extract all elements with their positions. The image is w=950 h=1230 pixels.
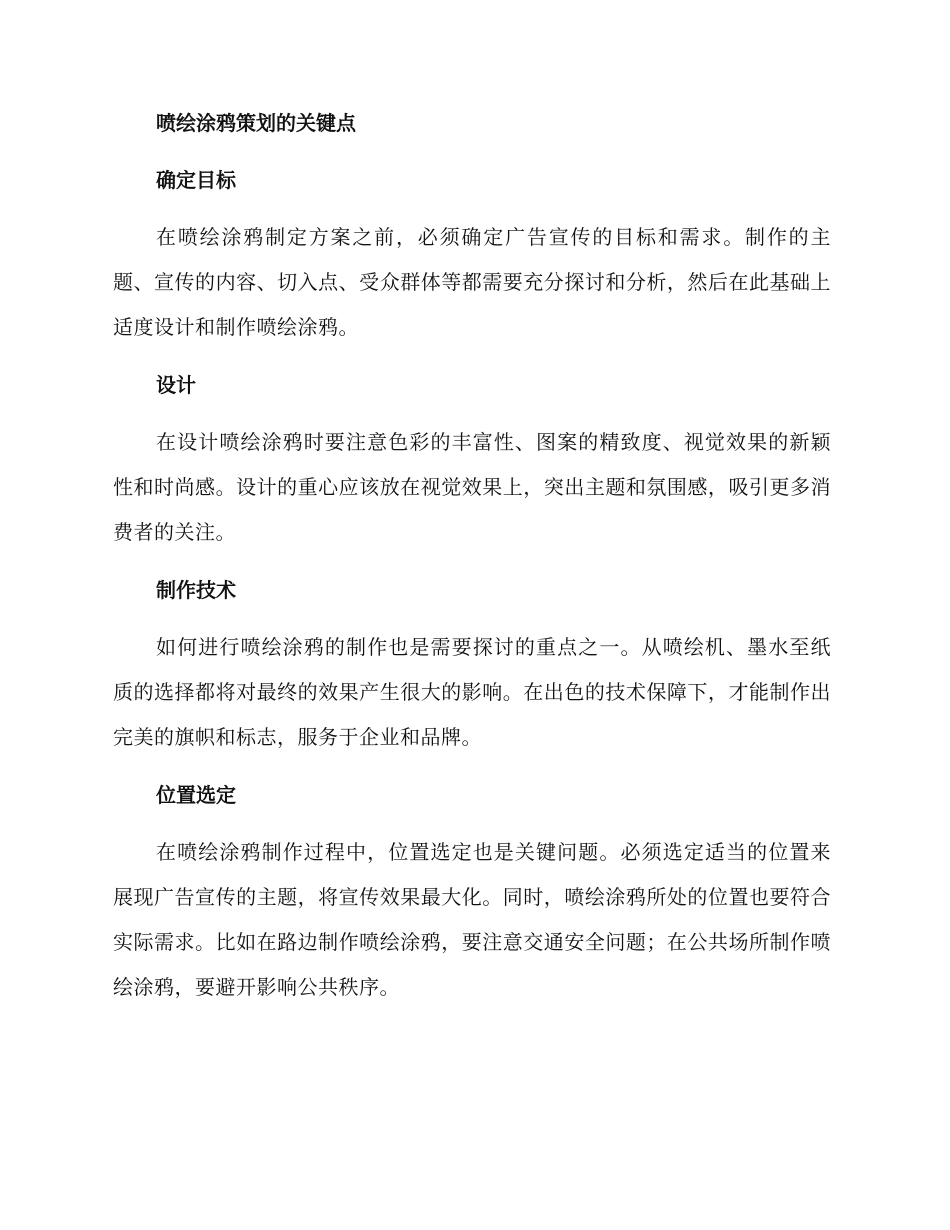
document-title: 喷绘涂鸦策划的关键点 [156,111,356,135]
section-paragraph: 在喷绘涂鸦制作过程中，位置选定也是关键问题。必须选定适当的位置来展现广告宣传的主题，将宣传效果最大化。同时，喷绘涂鸦所处的位置也要符合实际需求。比如在路边制作喷绘涂鸦，要注意交通安全问题；在公共场所制作喷绘涂鸦，要避开影响公共秩序。 [113,840,831,999]
section-paragraph: 如何进行喷绘涂鸦的制作也是需要探讨的重点之一。从喷绘机、墨水至纸质的选择都将对最终的效果产生很大的影响。在出色的技术保障下，才能制作出完美的旗帜和标志，服务于企业和品牌。 [113,635,831,749]
section-design [113,370,831,555]
section-production-technique [113,575,831,760]
section-paragraph: 在喷绘涂鸦制定方案之前，必须确定广告宣传的目标和需求。制作的主题、宣传的内容、切入点、受众群体等都需要充分探讨和分析，然后在此基础上适度设计和制作喷绘涂鸦。 [113,225,831,339]
section-heading: 制作技术 [156,578,236,602]
section-heading: 确定目标 [156,168,236,192]
section-heading: 位置选定 [156,783,236,807]
section-goal [113,165,831,350]
document-page [113,108,831,1030]
section-heading: 设计 [156,373,196,397]
section-paragraph: 在设计喷绘涂鸦时要注意色彩的丰富性、图案的精致度、视觉效果的新颖性和时尚感。设计的重心应该放在视觉效果上，突出主题和氛围感，吸引更多消费者的关注。 [113,430,831,544]
section-location [113,780,831,1010]
